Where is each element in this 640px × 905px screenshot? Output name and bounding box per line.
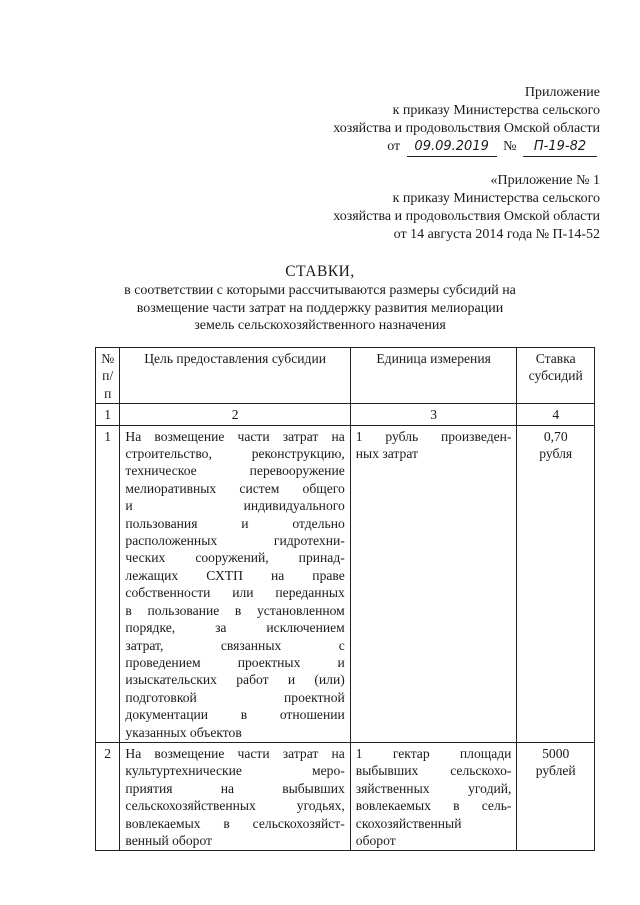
unit-line: оборот [355, 832, 396, 848]
unit-line: ных затрат [355, 446, 418, 462]
appendix-ministry-line: хозяйства и продовольствия Омской области [333, 121, 600, 136]
purpose-line: порядке, за исключением [125, 620, 345, 636]
header-unit: Единица измерения [350, 348, 517, 404]
purpose-line: венный оборот [125, 832, 212, 848]
purpose-line: мелиоративных систем общего [125, 480, 345, 496]
row-purpose [120, 742, 350, 850]
row-num: 1 [96, 425, 120, 742]
purpose-line: культуртехнические меро- [125, 763, 345, 779]
appendix-label: Приложение [524, 85, 600, 100]
appendix-header [333, 84, 600, 157]
purpose-line: подготовкой проектной [125, 689, 345, 705]
purpose-line: На возмещение части затрат на [125, 745, 345, 761]
col-number-3: 3 [350, 404, 517, 425]
appendix-order-line: к приказу Министерства сельского [392, 103, 600, 118]
document-subtitle-line-1: в соответствии с которыми рассчитываются размеры субсидий на [124, 283, 516, 298]
purpose-line: документации в отношении [125, 707, 345, 723]
header-rate-line-2: субсидий [528, 368, 583, 384]
purpose-line: изыскательских работ и (или) [125, 672, 345, 688]
handwritten-date: 09.09.2019 [407, 138, 497, 157]
table-header-row [96, 348, 595, 404]
purpose-line: ческих сооружений, принад- [125, 550, 345, 566]
col-number-2: 2 [120, 404, 350, 425]
purpose-line: пользования и отдельно [125, 515, 345, 531]
unit-line: скохозяйственный [355, 815, 462, 831]
header-num-line-1: № [101, 351, 115, 366]
rate-value: 5000 [542, 745, 570, 761]
rate-unit: рублей [535, 763, 576, 779]
rate-value: 0,70 [543, 428, 568, 444]
row-unit [350, 425, 517, 742]
document-title-block [0, 262, 640, 335]
unit-line: 1 рубль произведен- [355, 428, 512, 444]
purpose-line: вовлекаемых в сельскохозяйст- [125, 815, 345, 831]
rate-unit: рубля [539, 446, 573, 462]
handwritten-number: П-19-82 [523, 138, 597, 157]
purpose-line: указанных объектов [125, 724, 242, 740]
row-purpose [120, 425, 350, 742]
purpose-line: техническое перевооружение [125, 463, 345, 479]
unit-line: 1 гектар площади [355, 745, 512, 761]
document-subtitle-line-2: возмещение части затрат на поддержку развития мелиорации [136, 300, 504, 316]
purpose-line: затрат, связанных с [125, 637, 345, 653]
header-num [96, 348, 120, 404]
ot-label: от [387, 139, 401, 154]
document-title: СТАВКИ, [285, 263, 355, 280]
col-number-1: 1 [96, 404, 120, 425]
row-unit [350, 742, 517, 850]
unit-line: вовлекаемых в сель- [355, 798, 512, 814]
purpose-line: сельскохозяйственных угодьях, [125, 798, 345, 814]
appendix-1-order-line: к приказу Министерства сельского [392, 191, 600, 206]
column-number-row [96, 404, 595, 425]
rates-table [95, 347, 595, 851]
header-rate-line-1: Ставка [535, 351, 576, 366]
table-row [96, 742, 595, 850]
header-purpose: Цель предоставления субсидии [120, 348, 350, 404]
header-rate [517, 348, 595, 404]
appendix-1-header [333, 172, 600, 244]
purpose-line: строительство, реконструкцию, [125, 446, 345, 462]
appendix-date-number-line [333, 138, 600, 157]
purpose-line: собственности или переданных [125, 585, 345, 601]
appendix-1-ministry-line: хозяйства и продовольствия Омской области [333, 209, 600, 224]
purpose-line: расположенных гидротехни- [125, 533, 345, 549]
appendix-1-label: «Приложение № 1 [490, 173, 600, 188]
col-number-4: 4 [517, 404, 595, 425]
purpose-line: проведением проектных и [125, 654, 345, 670]
purpose-line: приятия на выбывших [125, 780, 345, 796]
purpose-line: На возмещение части затрат на [125, 428, 345, 444]
table-row [96, 425, 595, 742]
purpose-line: в пользование в установленном [125, 602, 345, 618]
unit-line: зяйственных угодий, [355, 780, 512, 796]
header-num-line-2: п/п [102, 368, 114, 401]
row-rate [517, 742, 595, 850]
number-sign: № [503, 139, 517, 154]
row-num: 2 [96, 742, 120, 850]
unit-line: выбывших сельскохо- [355, 763, 512, 779]
purpose-line: лежащих СХТП на праве [125, 567, 345, 583]
document-subtitle-line-3: земель сельскохозяйственного назначения [194, 318, 446, 333]
row-rate [517, 425, 595, 742]
purpose-line: и индивидуального [125, 498, 345, 514]
appendix-1-date-line: от 14 августа 2014 года № П-14-52 [393, 227, 600, 242]
